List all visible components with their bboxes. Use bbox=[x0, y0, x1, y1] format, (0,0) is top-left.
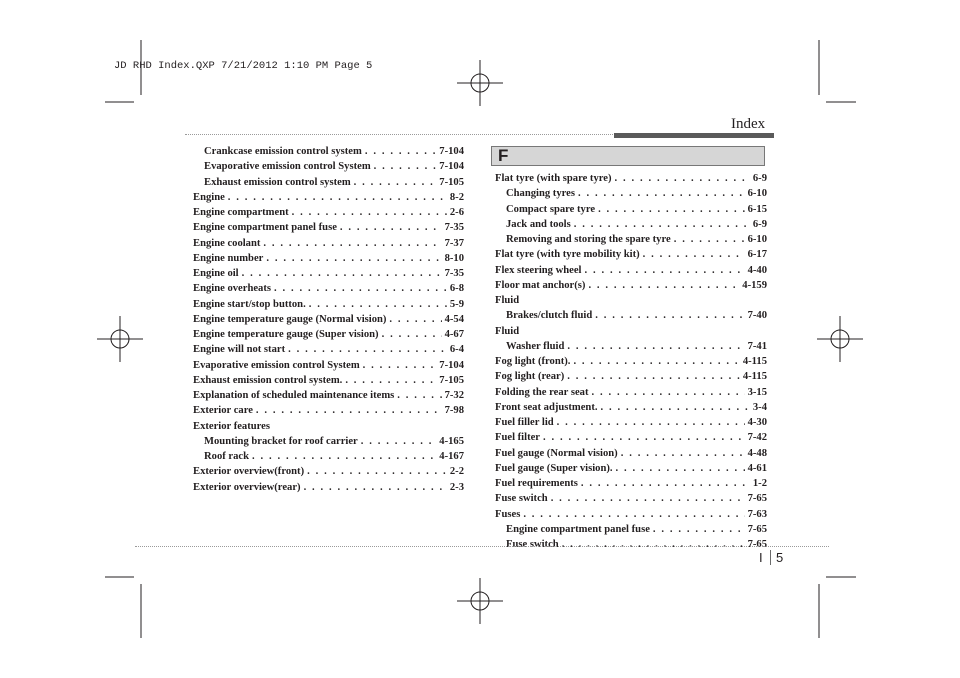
header-dotted-rule bbox=[185, 134, 613, 135]
index-entry bbox=[495, 461, 767, 476]
index-entry-text: Exhaust emission control system. bbox=[193, 374, 343, 386]
index-entry bbox=[495, 217, 767, 232]
index-entry-text: Fuel filler lid bbox=[495, 417, 554, 428]
index-entry bbox=[193, 419, 464, 434]
dot-leader bbox=[363, 358, 437, 373]
page-number: 5 bbox=[776, 550, 784, 565]
index-entry-page: 6-10 bbox=[747, 188, 767, 200]
index-entry-page: 6-17 bbox=[747, 249, 767, 261]
index-entry-text: Fuse switch bbox=[495, 493, 548, 505]
index-entry bbox=[193, 266, 464, 281]
index-entry-text: Floor mat anchor(s) bbox=[495, 279, 586, 291]
index-entry-page: 2-2 bbox=[449, 466, 464, 478]
index-entry-page: 6-15 bbox=[747, 203, 767, 215]
dot-leader bbox=[598, 202, 745, 217]
index-entry-page: 4-115 bbox=[742, 371, 767, 383]
index-entry-page: 7-65 bbox=[747, 523, 767, 535]
index-entry-page: 4-167 bbox=[439, 451, 464, 462]
dot-leader bbox=[595, 308, 744, 323]
index-entry bbox=[193, 205, 464, 220]
index-entry-page: 7-63 bbox=[747, 508, 767, 520]
dot-leader bbox=[228, 190, 447, 205]
index-entry bbox=[193, 159, 464, 174]
index-entry-page: 4-67 bbox=[444, 329, 464, 340]
index-entry-text: Flat tyre (with spare tyre) bbox=[495, 173, 612, 184]
index-entry-text: Engine overheats bbox=[193, 283, 271, 295]
index-entry-page: 7-40 bbox=[747, 310, 767, 322]
index-entry-page: 4-115 bbox=[742, 356, 767, 367]
dot-leader bbox=[523, 507, 744, 522]
dot-leader bbox=[581, 476, 750, 491]
index-entry-text: Engine start/stop button. bbox=[193, 298, 306, 310]
index-entry-page: 4-61 bbox=[747, 462, 767, 474]
index-entry-text: Fuel gauge (Normal vision) bbox=[495, 447, 618, 459]
folio-separator bbox=[770, 550, 771, 565]
index-entry-page: 6-8 bbox=[449, 283, 464, 295]
dot-leader bbox=[389, 312, 441, 327]
index-entry-text: Engine temperature gauge (Super vision) bbox=[193, 329, 379, 340]
index-entry-page: 7-98 bbox=[444, 405, 464, 417]
index-entry bbox=[193, 190, 464, 205]
dot-leader bbox=[621, 446, 745, 461]
index-entry-text: Engine compartment bbox=[193, 207, 289, 218]
dot-leader bbox=[292, 205, 447, 220]
index-entry-page: 7-105 bbox=[439, 374, 464, 386]
folio-section: I bbox=[759, 550, 763, 565]
dot-leader bbox=[354, 175, 437, 190]
page-title: Index bbox=[731, 116, 766, 132]
dot-leader bbox=[562, 537, 745, 552]
index-entry bbox=[495, 293, 767, 308]
index-entry-text: Engine will not start bbox=[193, 344, 286, 356]
index-entry-page: 6-10 bbox=[747, 234, 767, 245]
index-column-left bbox=[193, 144, 464, 495]
dot-leader bbox=[382, 327, 442, 342]
index-entry-text: Washer fluid bbox=[506, 340, 565, 352]
index-entry-text: Fuel requirements bbox=[495, 478, 578, 489]
dot-leader bbox=[397, 388, 441, 403]
index-entry-page: 4-165 bbox=[439, 435, 464, 447]
dot-leader bbox=[574, 217, 750, 232]
index-entry bbox=[495, 385, 767, 400]
index-entry bbox=[495, 491, 767, 506]
index-entry-text: Fog light (rear) bbox=[495, 371, 565, 383]
index-entry-page: 3-15 bbox=[747, 386, 767, 398]
index-entry bbox=[193, 388, 464, 403]
index-entry bbox=[193, 434, 464, 449]
index-entry-text: Fuse switch bbox=[506, 539, 559, 550]
index-entry-text: Engine oil bbox=[193, 268, 239, 279]
dot-leader bbox=[557, 415, 745, 430]
index-entry-text: Roof rack bbox=[204, 451, 250, 462]
index-entry-text: Engine compartment panel fuse bbox=[193, 222, 337, 234]
index-entry bbox=[495, 415, 767, 430]
index-entry bbox=[193, 403, 464, 418]
index-entry-text: Fluid bbox=[495, 295, 520, 306]
index-entry bbox=[193, 297, 464, 312]
index-entry-text: Fuses bbox=[495, 508, 521, 520]
dot-leader bbox=[591, 385, 744, 400]
index-entry-page: 4-40 bbox=[747, 264, 767, 276]
index-entry-page: 4-30 bbox=[747, 417, 767, 428]
dot-leader bbox=[274, 281, 447, 296]
index-entry bbox=[495, 537, 767, 552]
index-entry bbox=[495, 522, 767, 537]
index-entry-text: Removing and storing the spare tyre bbox=[506, 234, 671, 245]
index-entry-page: 7-35 bbox=[444, 222, 464, 234]
dot-leader bbox=[573, 354, 739, 369]
dot-leader bbox=[674, 232, 745, 247]
index-entry-text: Flat tyre (with tyre mobility kit) bbox=[495, 249, 640, 261]
index-entry bbox=[193, 480, 464, 495]
index-entry-text: Fuel filter bbox=[495, 432, 541, 444]
index-entry bbox=[193, 281, 464, 296]
index-entry bbox=[193, 342, 464, 357]
index-entry-text: Jack and tools bbox=[506, 218, 571, 230]
dot-leader bbox=[256, 403, 442, 418]
index-entry-text: Exterior care bbox=[193, 405, 253, 417]
dot-leader bbox=[643, 247, 745, 262]
index-entry bbox=[193, 464, 464, 479]
index-entry bbox=[495, 430, 767, 445]
dot-leader bbox=[309, 297, 447, 312]
index-entry bbox=[495, 263, 767, 278]
dot-leader bbox=[601, 400, 750, 415]
index-entry-page: 2-6 bbox=[449, 207, 464, 218]
index-entry-text: Exterior features bbox=[193, 420, 270, 432]
index-entry-page: 8-10 bbox=[444, 252, 464, 264]
index-entry-text: Folding the rear seat bbox=[495, 386, 589, 398]
index-entry bbox=[495, 400, 767, 415]
index-entry bbox=[193, 236, 464, 251]
dot-leader bbox=[307, 464, 447, 479]
index-entry bbox=[495, 339, 767, 354]
section-letter: F bbox=[498, 146, 509, 165]
file-slug: JD RHD Index.QXP 7/21/2012 1:10 PM Page 5 bbox=[114, 60, 373, 72]
dot-leader bbox=[340, 220, 442, 235]
index-entry-page: 7-104 bbox=[439, 359, 464, 371]
index-entry-text: Engine coolant bbox=[193, 237, 261, 249]
dot-leader bbox=[567, 339, 744, 354]
index-entry-page: 7-105 bbox=[439, 176, 464, 188]
index-entry-page: 7-104 bbox=[439, 161, 464, 173]
index-entry-page: 7-65 bbox=[747, 539, 767, 550]
header-bar bbox=[614, 133, 774, 138]
dot-leader bbox=[266, 251, 441, 266]
index-entry-text: Fuel gauge (Super vision). bbox=[495, 462, 613, 474]
index-entry-page: 6-9 bbox=[752, 173, 767, 184]
dot-leader bbox=[615, 171, 750, 186]
index-entry bbox=[495, 324, 767, 339]
index-entry-page: 1-2 bbox=[752, 478, 767, 489]
index-entry bbox=[495, 476, 767, 491]
index-entry-page: 4-159 bbox=[742, 279, 767, 291]
index-entry bbox=[193, 449, 464, 464]
dot-leader bbox=[616, 461, 745, 476]
index-entry-text: Engine temperature gauge (Normal vision) bbox=[193, 313, 387, 325]
index-entry-text: Engine compartment panel fuse bbox=[506, 523, 650, 535]
index-entry bbox=[495, 232, 767, 247]
index-entry-text: Brakes/clutch fluid bbox=[506, 310, 593, 322]
index-entry-page: 6-9 bbox=[752, 218, 767, 230]
dot-leader bbox=[567, 369, 740, 384]
index-entry-text: Changing tyres bbox=[506, 188, 575, 200]
footer-dotted-rule bbox=[135, 546, 829, 547]
index-entry-page: 4-54 bbox=[444, 313, 464, 325]
dot-leader bbox=[588, 278, 739, 293]
index-entry-page: 7-104 bbox=[439, 146, 464, 157]
index-entry-text: Explanation of scheduled maintenance items bbox=[193, 390, 395, 401]
index-entry bbox=[193, 373, 464, 388]
index-entry bbox=[193, 251, 464, 266]
dot-leader bbox=[252, 449, 436, 464]
index-entry-text: Front seat adjustment. bbox=[495, 401, 598, 413]
index-entry bbox=[495, 354, 767, 369]
index-entry-text: Engine bbox=[193, 191, 225, 203]
index-entry bbox=[193, 220, 464, 235]
index-column-right bbox=[495, 171, 767, 552]
index-entry bbox=[495, 171, 767, 186]
index-entry bbox=[495, 202, 767, 217]
dot-leader bbox=[304, 480, 447, 495]
index-entry-page: 8-2 bbox=[449, 191, 464, 203]
index-entry bbox=[193, 327, 464, 342]
index-entry-page: 7-41 bbox=[747, 340, 767, 352]
index-entry-text: Engine number bbox=[193, 252, 264, 264]
index-entry-page: 4-48 bbox=[747, 447, 767, 459]
dot-leader bbox=[585, 263, 745, 278]
index-entry bbox=[495, 308, 767, 323]
index-entry-page: 7-35 bbox=[444, 268, 464, 279]
index-entry bbox=[495, 507, 767, 522]
index-entry-text: Mounting bracket for roof carrier bbox=[204, 435, 358, 447]
index-entry bbox=[193, 312, 464, 327]
index-entry-text: Evaporative emission control System bbox=[193, 359, 360, 371]
index-entry bbox=[495, 247, 767, 262]
index-entry-text: Evaporative emission control System bbox=[204, 161, 371, 173]
index-entry-page: 7-42 bbox=[747, 432, 767, 444]
index-entry bbox=[495, 446, 767, 461]
index-entry-text: Fog light (front). bbox=[495, 356, 571, 367]
index-entry-text: Exterior overview(rear) bbox=[193, 481, 301, 493]
dot-leader bbox=[288, 342, 447, 357]
index-entry-page: 7-32 bbox=[444, 390, 464, 401]
index-entry-text: Compact spare tyre bbox=[506, 203, 596, 215]
index-entry-page: 7-65 bbox=[747, 493, 767, 505]
index-entry bbox=[193, 175, 464, 190]
index-entry bbox=[495, 278, 767, 293]
index-entry bbox=[495, 369, 767, 384]
dot-leader bbox=[653, 522, 745, 537]
index-entry-page: 3-4 bbox=[752, 401, 767, 413]
dot-leader bbox=[374, 159, 437, 174]
dot-leader bbox=[543, 430, 745, 445]
index-entry-page: 7-37 bbox=[444, 237, 464, 249]
dot-leader bbox=[578, 186, 745, 201]
dot-leader bbox=[345, 373, 436, 388]
index-entry-page: 6-4 bbox=[449, 344, 464, 356]
section-letter-box bbox=[491, 146, 765, 166]
index-entry-text: Exterior overview(front) bbox=[193, 466, 305, 478]
dot-leader bbox=[242, 266, 442, 281]
index-entry-text: Crankcase emission control system bbox=[204, 146, 362, 157]
index-entry-text: Fluid bbox=[495, 325, 520, 337]
index-entry-text: Exhaust emission control system bbox=[204, 176, 351, 188]
dot-leader bbox=[365, 144, 436, 159]
index-entry-page: 2-3 bbox=[449, 481, 464, 493]
dot-leader bbox=[551, 491, 745, 506]
index-entry-page: 5-9 bbox=[449, 298, 464, 310]
index-entry bbox=[495, 186, 767, 201]
dot-leader bbox=[361, 434, 437, 449]
index-entry bbox=[193, 358, 464, 373]
dot-leader bbox=[263, 236, 441, 251]
index-entry-text: Flex steering wheel bbox=[495, 264, 582, 276]
index-entry bbox=[193, 144, 464, 159]
